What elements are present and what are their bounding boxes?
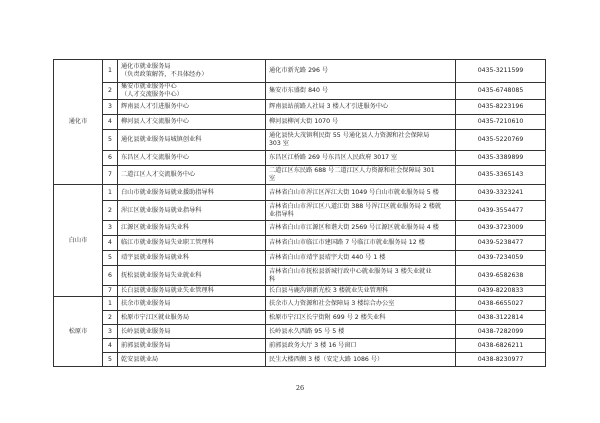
address-cell: 长岭县永久西路 95 号 5 楼 [266, 325, 456, 339]
table-row [54, 60, 546, 83]
phone-cell: 0438-7282099 [456, 325, 546, 339]
row-number-cell: 6 [103, 266, 118, 286]
organization-cell: 前郭县就业服务局 [118, 339, 266, 353]
address-cell: 民生大楼西侧 3 楼（安定大路 1086 号） [266, 353, 456, 367]
table-row [54, 286, 546, 297]
phone-cell: 0439-6582638 [456, 266, 546, 286]
row-number-cell: 3 [103, 221, 118, 236]
phone-cell: 0435-7210610 [456, 115, 546, 130]
row-number-cell: 1 [103, 60, 118, 83]
organization-cell: 东昌区人才交流服务中心 [118, 151, 266, 166]
organization-cell: 柳河县人才交流服务中心 [118, 115, 266, 130]
organization-cell: 长岭县就业服务局 [118, 325, 266, 339]
phone-cell: 0439-8220833 [456, 286, 546, 297]
address-cell: 吉林省白山市浑江区浑江大街 1049 号白山市就业服务局 5 楼 [266, 185, 456, 201]
table-row [54, 151, 546, 166]
address-cell: 前郭县政务大厅 3 楼 16 号窗口 [266, 339, 456, 353]
organization-cell: 辉南县人才引进服务中心 [118, 100, 266, 115]
organization-cell: 靖宇县就业服务局就业科 [118, 251, 266, 266]
address-cell: 吉林省白山市临江市建国路 7 号临江市就业服务局 12 楼 [266, 236, 456, 251]
row-number-cell: 4 [103, 236, 118, 251]
organization-cell: 江源区就业服务局失业科 [118, 221, 266, 236]
address-cell: 东昌区江桥路 269 号东昌区人民政府 3017 室 [266, 151, 456, 166]
table-row [54, 130, 546, 151]
organization-cell: 扶余市就业服务局 [118, 297, 266, 311]
address-cell: 二道江区东民路 688 号二道江区人力资源和社会保障局 301 室 [266, 166, 456, 185]
organization-cell: 临江市就业服务局失业职工管理科 [118, 236, 266, 251]
organization-cell: 浑江区就业服务局就业指导科 [118, 201, 266, 221]
row-number-cell: 2 [103, 83, 118, 100]
organization-cell: 抚松县就业服务局失业就业科 [118, 266, 266, 286]
table-row [54, 251, 546, 266]
table-row [54, 353, 546, 367]
organization-cell: 通化市就业服务局 （负责政策解答，不具体经办） [118, 60, 266, 83]
contact-table [53, 59, 546, 367]
phone-cell: 0435-6748085 [456, 83, 546, 100]
address-cell: 吉林省白山市抚松县新城行政中心就业服务局 3 楼失业就业 科 [266, 266, 456, 286]
address-cell: 扶余市人力资源和社会保障局 3 楼综合办公室 [266, 297, 456, 311]
table-row [54, 325, 546, 339]
address-cell: 通化市新光路 296 号 [266, 60, 456, 83]
row-number-cell: 1 [103, 297, 118, 311]
table-row [54, 221, 546, 236]
address-cell: 吉林省白山市靖宇县靖宇大街 440 号 1 楼 [266, 251, 456, 266]
address-cell: 吉林省白山市江源区和谐大街 2569 号江源区就业服务局 4 楼 [266, 221, 456, 236]
organization-cell: 长白县就业服务局就业失业管理科 [118, 286, 266, 297]
row-number-cell: 2 [103, 311, 118, 325]
row-number-cell: 5 [103, 353, 118, 367]
table-row [54, 166, 546, 185]
address-cell: 辉南县站前路人社局 3 楼人才引进服务中心 [266, 100, 456, 115]
organization-cell: 白山市就业服务局就业援助指导科 [118, 185, 266, 201]
organization-cell: 通化县就业服务局城镇创业科 [118, 130, 266, 151]
address-cell: 吉林省白山市浑江区八道江街 388 号浑江区就业服务局 2 楼就 业指导科 [266, 201, 456, 221]
phone-cell: 0438-3122814 [456, 311, 546, 325]
row-number-cell: 3 [103, 100, 118, 115]
table-row [54, 236, 546, 251]
phone-cell: 0439-3554477 [456, 201, 546, 221]
table-row [54, 100, 546, 115]
table-row [54, 266, 546, 286]
table-row [54, 297, 546, 311]
address-cell: 长白县马鹿沟镇新光校 3 楼就业失业管理科 [266, 286, 456, 297]
organization-cell: 乾安县就业局 [118, 353, 266, 367]
row-number-cell: 4 [103, 339, 118, 353]
row-number-cell: 5 [103, 251, 118, 266]
phone-cell: 0438-6826211 [456, 339, 546, 353]
address-cell: 柳河县柳河大街 1070 号 [266, 115, 456, 130]
row-number-cell: 4 [103, 115, 118, 130]
phone-cell: 0439-7234059 [456, 251, 546, 266]
row-number-cell: 6 [103, 151, 118, 166]
row-number-cell: 2 [103, 201, 118, 221]
address-cell: 通化县快大茂镇利民街 55 号通化县人力资源和社会保障局 303 室 [266, 130, 456, 151]
table-row [54, 115, 546, 130]
address-cell: 集安市东盛街 840 号 [266, 83, 456, 100]
table-row [54, 185, 546, 201]
phone-cell: 0435-8223196 [456, 100, 546, 115]
phone-cell: 0435-3365143 [456, 166, 546, 185]
table-row [54, 83, 546, 100]
city-cell: 通化市 [54, 60, 103, 185]
phone-cell: 0439-5238477 [456, 236, 546, 251]
phone-cell: 0435-5220769 [456, 130, 546, 151]
organization-cell: 二道江区人才交流服务中心 [118, 166, 266, 185]
city-cell: 松原市 [54, 297, 103, 367]
city-cell: 白山市 [54, 185, 103, 297]
page-number: 26 [295, 384, 305, 392]
row-number-cell: 5 [103, 130, 118, 151]
phone-cell: 0435-3389899 [456, 151, 546, 166]
organization-cell: 松原市宁江区就业服务局 [118, 311, 266, 325]
row-number-cell: 3 [103, 325, 118, 339]
phone-cell: 0439-3323241 [456, 185, 546, 201]
organization-cell: 集安市就业服务中心 （人才交流服务中心） [118, 83, 266, 100]
row-number-cell: 1 [103, 185, 118, 201]
row-number-cell: 7 [103, 286, 118, 297]
table-row [54, 311, 546, 325]
phone-cell: 0438-8230977 [456, 353, 546, 367]
table-row [54, 201, 546, 221]
phone-cell: 0439-3723009 [456, 221, 546, 236]
row-number-cell: 7 [103, 166, 118, 185]
phone-cell: 0438-6655027 [456, 297, 546, 311]
phone-cell: 0435-3211599 [456, 60, 546, 83]
address-cell: 松原市宁江区长宁街附 699 号 2 楼失业科 [266, 311, 456, 325]
table-row [54, 339, 546, 353]
